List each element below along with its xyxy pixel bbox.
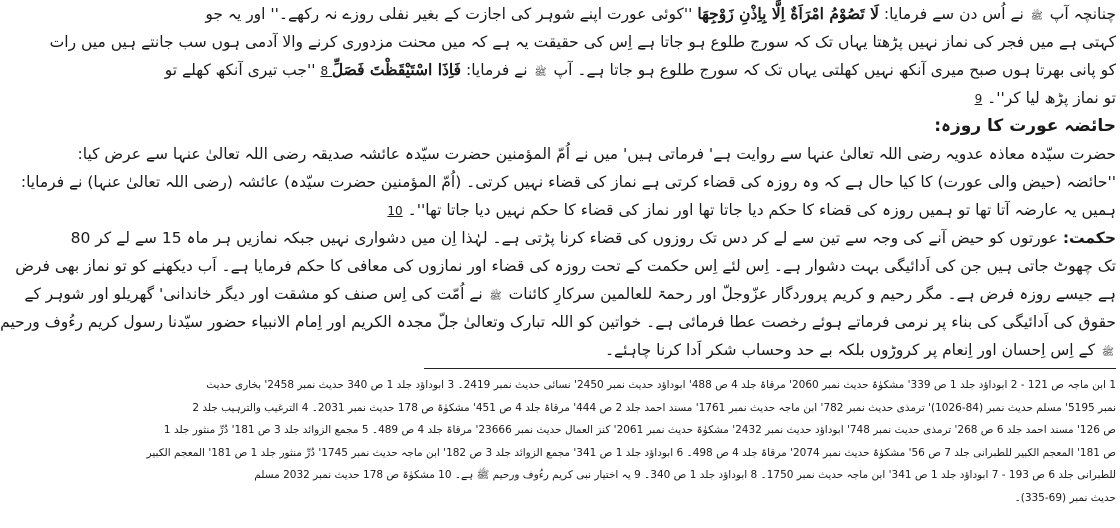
body-text: ''جب تیری آنکھ کھلے تو [164,61,321,79]
body-text: نے اُس دن سے فرمایا: [878,5,1029,23]
section-heading: حائضہ عورت کا روزہ: [934,116,1116,136]
body-line [15,252,1116,280]
body-line [387,196,1116,224]
arabic-quote: لَا تَصُوْمُ امْرَاَةٌ اِلَّا بِاِذْنِ زَوْجِهَا [697,4,879,23]
footnote-ref: 10 [387,204,403,218]
body-text: تک چھوٹ جاتی ہیں جن کی اَدائیگی بہت دشوار ہے۔ اِس لئے اِس حکمت کے تحت روزہ کی قضاء اور نمازوں کی معافی کا حکم فرمایا ہے۔ اَب دیکھنے کو تو نماز بھی فرض [15,257,1116,275]
body-line [49,28,1116,56]
body-text: نے اُمّت کی اِس صنف کو مشقت اور دیگر خاندانی' گھریلو اور شوہر کے [24,285,488,303]
footnote-line: 1 ابن ماجہ ص 121 - 2 ابوداؤد جلد 1 ص 339' مشکوٰۃ حدیث نمبر 2060' مرقاۃ جلد 4 ص 488' ابوداؤد حدیث نمبر 2450' نسائی حدیث نمبر 2419۔ 3 ابوداؤد جلد 1 ص 340 حدیث نمبر 2458' بخاری حدیث [206,379,1116,391]
body-text: کے اِس اِحسان اور اِنعام پر کروڑوں بلکہ بے حد وحساب شکر اَدا کرنا چاہئے۔ [604,341,1100,359]
salawat-icon: ﷺ [1030,11,1043,22]
footnote-line: نمبر 5195' مسلم حدیث نمبر (84-1026)' ترمذی حدیث نمبر 782' ابن ماجہ حدیث نمبر 1761' مسند احمد جلد 2 ص 444' مرقاۃ جلد 4 ص 451' مشکوٰۃ ص 178 حدیث نمبر 2031۔ 4 الترغیب والترہیب جلد 2 [192,401,1116,414]
body-text: ہمیں یہ عارضہ آتا تھا تو ہمیں روزہ کی قضاء کا حکم دیا جاتا تھا اور نماز کی قضاء کا حکم نہیں دیا جاتا تھا''۔ [402,201,1116,219]
body-line [164,56,1116,84]
body-text: عورتوں کو حیض آنے کی وجہ سے تین سے لے کر دس تک روزوں کی قضاء کرنا پڑتی ہے۔ لہٰذا اِن میں دشواری نہیں جبکہ نمازیں ہر ماہ 15 سے لے کر 80 [70,229,1063,247]
body-text: ہے جیسے روزہ فرض ہے۔ مگر رحیم و کریم پروردگار عزّوجلّ اور رحمۃ للعالمین سرکارِ کائنات [503,285,1116,303]
body-line [70,224,1116,252]
salawat-icon: ﷺ [534,67,547,78]
body-text: کو پانی بھرتا ہوں صبح میری آنکھ نہیں کھلتی یہاں تک کہ سورج طلوع ہو جاتا ہے۔ آپ [548,61,1116,79]
hikmat-label: حکمت: [1062,229,1116,247]
body-line [424,336,1116,364]
footnote-line: ص 181' المعجم الکبیر للطبرانی جلد 7 ص 56' مشکوٰۃ حدیث نمبر 2074' مرقاۃ جلد 4 ص 498۔ 6 ابوداؤد جلد 1 ص 341' مجمع الزوائد جلد 3 ص 182' ابن ماجہ حدیث نمبر 1745' دُرِّ منثور جلد 1 ص 181' المعجم الکبیر [146,446,1116,459]
body-text: حضرت سیّدہ معاذہ عدویہ رضی اللہ تعالیٰ عنہا سے روایت ہے' فرماتی ہیں' میں نے اُمّ المؤمنین حضرت سیّدہ عائشہ صدیقہ رضی اللہ تعالیٰ عنہا سے عرض کیا: [77,145,1116,163]
arabic-quote: فَاِذَا اسْتَیْقَظْتَ فَصَلِّ [331,60,462,79]
body-text: ''کوئی عورت اپنے شوہر کی اجازت کے بغیر نفلی روزے نہ رکھے۔'' اور یہ جو [205,5,698,23]
body-line [24,280,1116,308]
footnotes [146,374,1116,509]
body-text: چنانچہ آپ [1044,5,1116,23]
body-line [0,308,1116,336]
footnote-line: ص 126' مسند احمد جلد 6 ص 268' ترمذی حدیث نمبر 748' ابوداؤد حدیث نمبر 2432' مشکوٰۃ حدیث نمبر 2061' کنز العمال حدیث نمبر 23666' مرقاۃ جلد 4 ص 489۔ 5 مجمع الزوائد جلد 3 ص 181' دُرِّ منثور جلد 1 [163,424,1116,436]
body-line [424,84,1116,112]
body-line [205,0,1116,28]
salawat-icon: ﷺ [489,291,502,302]
body-text: نے فرمایا: [461,61,533,79]
body-line [20,168,1116,196]
footnote-ref: 8 [320,64,332,78]
body-text: حقوق کی اَدائیگی کی بناء پر نرمی فرماتے ہوئے رخصت عطا فرمائی ہے۔ خواتین کو اللہ تبارک وتعالیٰ جلّ مجدہ الکریم اور اِمام الانبیاء حضور سیّدنا رسول کریم رءُوف ورحیم [0,313,1116,331]
footnote-divider [424,368,1116,369]
body-text: کہتی ہے میں فجر کی نماز نہیں پڑھتا یہاں تک کہ سورج طلوع ہو جاتا ہے اِس کی حقیقت یہ ہے کہ میں محنت مزدوری کرنے والا آدمی ہوں سب جانتے ہیں میں رات [49,33,1116,51]
body-text: تو نماز پڑھ لیا کر''۔ [982,89,1116,107]
footnote-line: للطبرانی جلد 6 ص 193 - 7 ابوداؤد جلد 1 ص 341' ابن ماجہ حدیث نمبر 1750۔ 8 ابوداؤد جلد 1 ص 340۔ 9 یہ اختیار نبی کریم رءُوف ورحیم ﷺ ہے۔ 10 مشکوٰۃ ص 178 حدیث نمبر 2032 مسلم [254,469,1116,481]
body-text: ''حائضہ (حیض والی عورت) کا کیا حال ہے کہ وہ روزہ کی قضاء کرتی ہے نماز کی قضاء نہیں کرتی۔ (اُمّ المؤمنین حضرت سیّدہ) عائشہ (رضی اللہ تعالیٰ عنہا) نے فرمایا: [20,173,1116,191]
footnote-ref: 9 [974,92,983,106]
salawat-icon: ﷺ [1101,347,1114,358]
body-line [77,140,1116,168]
footnote-line: حدیث نمبر (69-335)۔ [1014,491,1116,504]
body-line [424,112,1116,140]
